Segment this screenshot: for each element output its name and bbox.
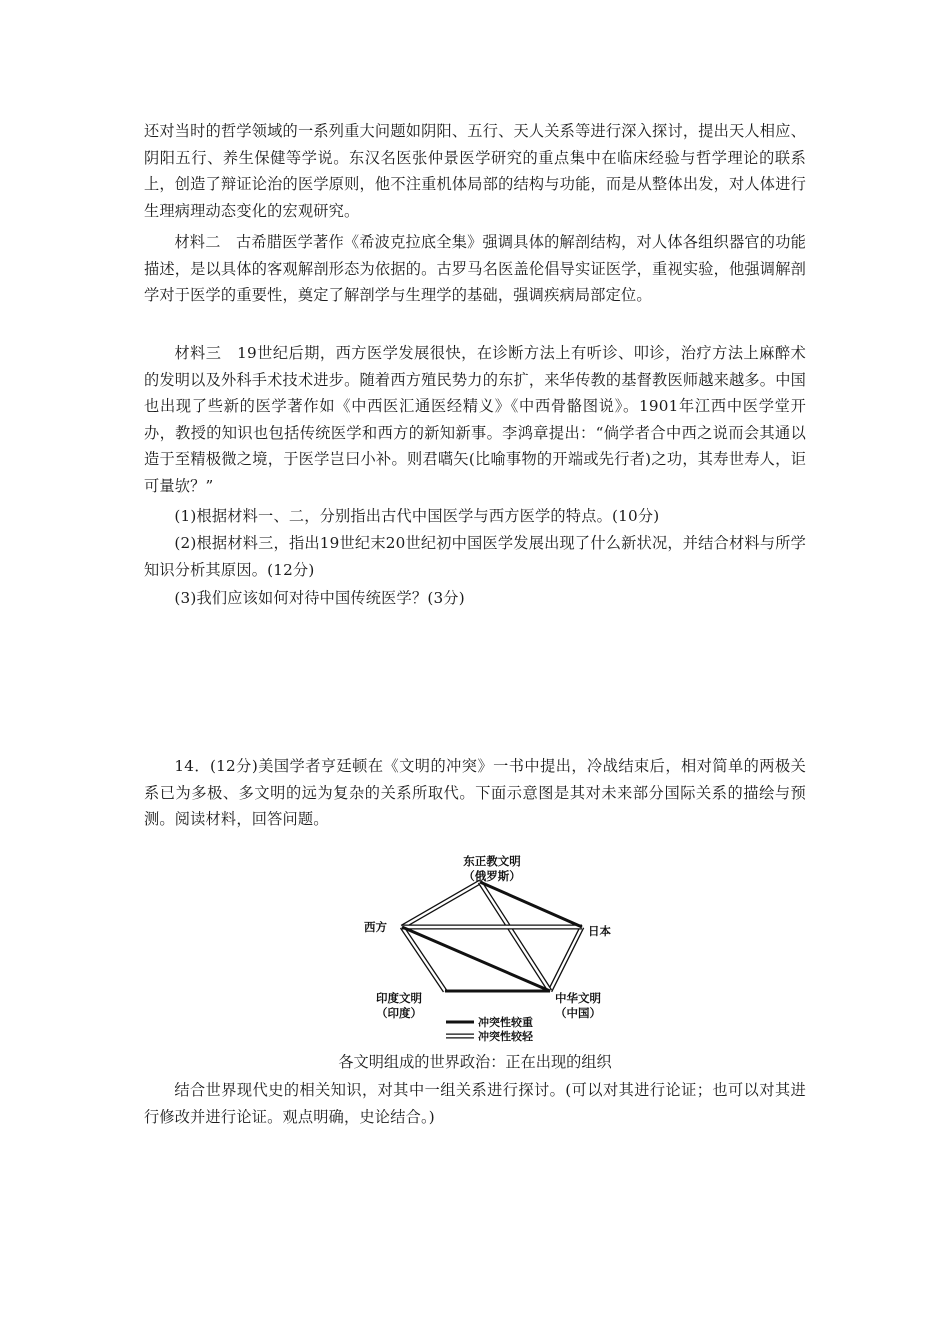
node-india-country: （印度）	[376, 1006, 422, 1020]
question-2: (2)根据材料三，指出19世纪末20世纪初中国医学发展出现了什么新状况，并结合材料与所学知识分析其原因。(12分)	[144, 534, 806, 579]
question-1: (1)根据材料一、二，分别指出古代中国医学与西方医学的特点。(10分)	[174, 507, 660, 525]
question-14-task: 结合世界现代史的相关知识，对其中一组关系进行探讨。(可以对其进行论证；也可以对其进行修改并进行论证。观点明确，史论结合。)	[144, 1081, 806, 1126]
node-orthodox-country: （俄罗斯）	[463, 869, 521, 883]
node-india	[364, 991, 434, 1021]
node-china-country: （中国）	[555, 1006, 601, 1020]
legend-light-label: 冲突性较轻	[478, 1030, 533, 1043]
civilization-relations-diagram	[360, 848, 620, 1048]
material1-continuation: 还对当时的哲学领域的一系列重大问题如阴阳、五行、天人关系等进行深入探讨，提出天人相应、阴阳五行、养生保健等学说。东汉名医张仲景医学研究的重点集中在临床经验与哲学理论的联系上，创造了辩证论治的医学原则，他不注重机体局部的结构与功能，而是从整体出发，对人体进行生理病理动态变化的宏观研究。	[144, 122, 806, 220]
node-orthodox-name: 东正教文明	[463, 854, 521, 868]
question-3: (3)我们应该如何对待中国传统医学？(3分)	[174, 589, 465, 607]
light-conflict-lines	[402, 882, 582, 991]
diagram-caption: 各文明组成的世界政治：正在出现的组织	[338, 1053, 612, 1071]
question-14-intro: 14．(12分)美国学者亨廷顿在《文明的冲突》一书中提出，冷战结束后，相对简单的两极关系已为多极、多文明的远为复杂的关系所取代。下面示意图是其对未来部分国际关系的描绘与预测。阅读材料，回答问题。	[144, 757, 806, 828]
node-orthodox	[452, 854, 532, 884]
node-india-name: 印度文明	[376, 991, 422, 1005]
diagram-legend	[446, 1022, 474, 1036]
node-west: 西方	[364, 920, 387, 934]
material3-paragraph: 材料三 19世纪后期，西方医学发展很快，在诊断方法上有听诊、叩诊，治疗方法上麻醉术的发明以及外科手术技术进步。随着西方殖民势力的东扩，来华传教的基督教医师越来越多。中国也出现了些新的医学著作如《中西医汇通医经精义》《中西骨骼图说》。1901年江西中医学堂开办，教授的知识也包括传统医学和西方的新知新事。李鸿章提出：“倘学者合中西之说而会其通以造于至精极微之境，于医学岂曰小补。则君嚆矢(比喻事物的开端或先行者)之功，其寿世寿人，讵可量欤？”	[144, 344, 806, 495]
material2-paragraph: 材料二 古希腊医学著作《希波克拉底全集》强调具体的解剖结构，对人体各组织器官的功能描述，是以具体的客观解剖形态为依据的。古罗马名医盖伦倡导实证医学，重视实验，他强调解剖学对于医学的重要性，奠定了解剖学与生理学的基础，强调疾病局部定位。	[144, 233, 806, 304]
legend-heavy-label: 冲突性较重	[478, 1016, 533, 1029]
node-china-name: 中华文明	[555, 991, 601, 1005]
node-japan: 日本	[588, 924, 611, 938]
